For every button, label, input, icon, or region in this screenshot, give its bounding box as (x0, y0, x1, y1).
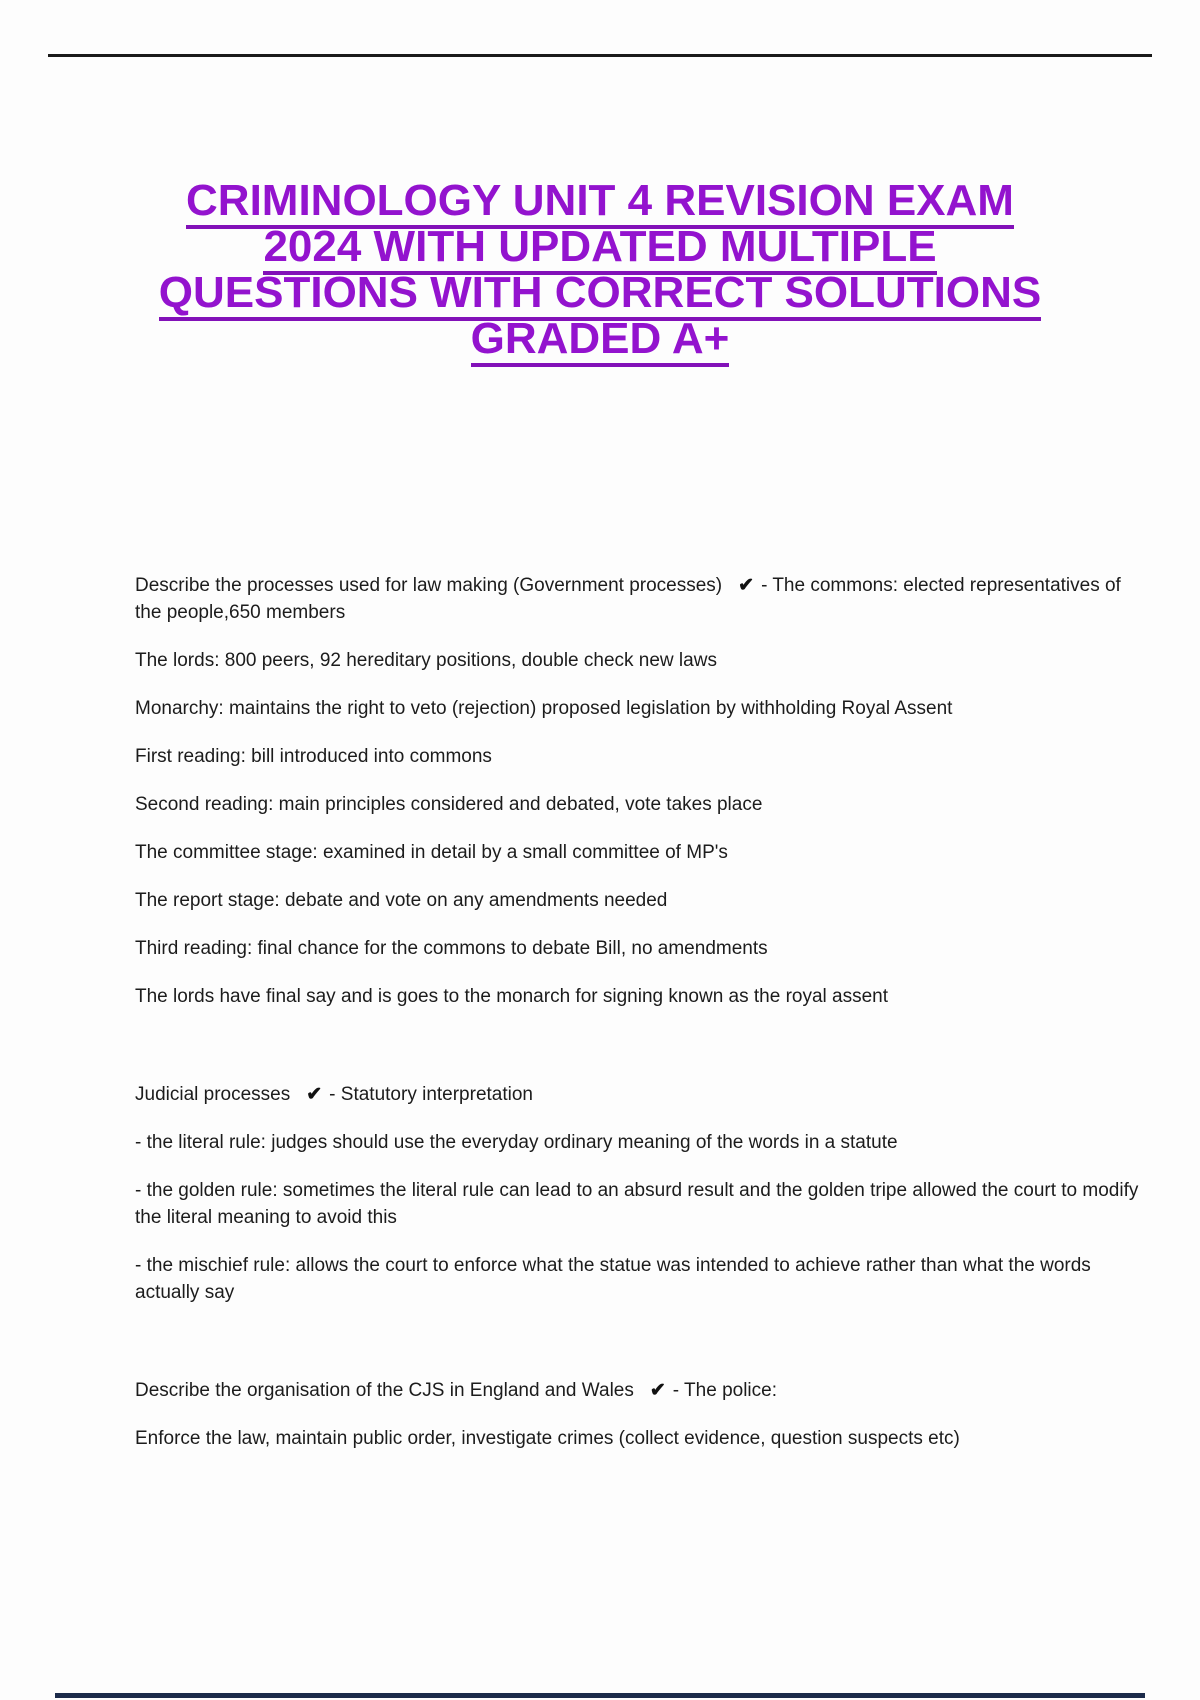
paragraph (135, 1177, 1140, 1231)
paragraph-text: - Statutory interpretation (329, 1084, 533, 1105)
paragraph (135, 695, 1140, 722)
paragraph-text: - The police: (672, 1380, 777, 1401)
bottom-horizontal-rule (55, 1693, 1145, 1698)
title-line-text: GRADED A+ (471, 316, 730, 367)
paragraph-text: The committee stage: examined in detail by a small committee of MP's (135, 842, 728, 863)
title-line-text: QUESTIONS WITH CORRECT SOLUTIONS (159, 270, 1041, 321)
paragraph (135, 647, 1140, 674)
paragraph-text: Monarchy: maintains the right to veto (rejection) proposed legislation by withholding Royal Assent (135, 698, 953, 719)
checkmark-icon: ✔ (738, 575, 755, 596)
paragraph (135, 1081, 1140, 1108)
paragraph-text: - the golden rule: sometimes the literal rule can lead to an absurd result and the golden tripe allowed the court to modify the literal meaning to avoid this (135, 1180, 1139, 1228)
paragraph-text: Second reading: main principles considered and debated, vote takes place (135, 794, 763, 815)
paragraph (135, 887, 1140, 914)
paragraph (135, 983, 1140, 1010)
top-horizontal-rule (48, 54, 1152, 57)
document-body (135, 572, 1140, 1473)
paragraph-text: - the mischief rule: allows the court to enforce what the statue was intended to achieve rather than what the words actually say (135, 1255, 1091, 1303)
paragraph (135, 839, 1140, 866)
paragraph-text: Judicial processes (135, 1084, 291, 1105)
title-line (60, 270, 1140, 316)
paragraph-text: Describe the processes used for law making (Government processes) (135, 575, 723, 596)
paragraph (135, 935, 1140, 962)
title-line-text: CRIMINOLOGY UNIT 4 REVISION EXAM (186, 178, 1014, 229)
paragraph-text: The report stage: debate and vote on any amendments needed (135, 890, 668, 911)
paragraph-text: Describe the organisation of the CJS in England and Wales (135, 1380, 634, 1401)
paragraph (135, 1252, 1140, 1306)
paragraph (135, 791, 1140, 818)
paragraph (135, 1377, 1140, 1404)
document-title (60, 178, 1140, 362)
paragraph-text: - The commons: elected representatives of the people,650 members (135, 575, 1121, 623)
paragraph (135, 1425, 1140, 1452)
paragraph-text: The lords: 800 peers, 92 hereditary positions, double check new laws (135, 650, 717, 671)
paragraph (135, 743, 1140, 770)
paragraph-text: Third reading: final chance for the commons to debate Bill, no amendments (135, 938, 768, 959)
paragraph (135, 572, 1140, 626)
title-line (60, 178, 1140, 224)
paragraph-text: Enforce the law, maintain public order, investigate crimes (collect evidence, question suspects etc) (135, 1428, 960, 1449)
checkmark-icon: ✔ (649, 1380, 666, 1401)
paragraph-text: The lords have final say and is goes to the monarch for signing known as the royal assent (135, 986, 889, 1007)
paragraph-text: First reading: bill introduced into commons (135, 746, 492, 767)
paragraph-text: - the literal rule: judges should use the everyday ordinary meaning of the words in a statute (135, 1132, 898, 1153)
title-line-text: 2024 WITH UPDATED MULTIPLE (263, 224, 936, 275)
paragraph (135, 1129, 1140, 1156)
title-line (60, 224, 1140, 270)
title-line (60, 316, 1140, 362)
checkmark-icon: ✔ (306, 1084, 323, 1105)
